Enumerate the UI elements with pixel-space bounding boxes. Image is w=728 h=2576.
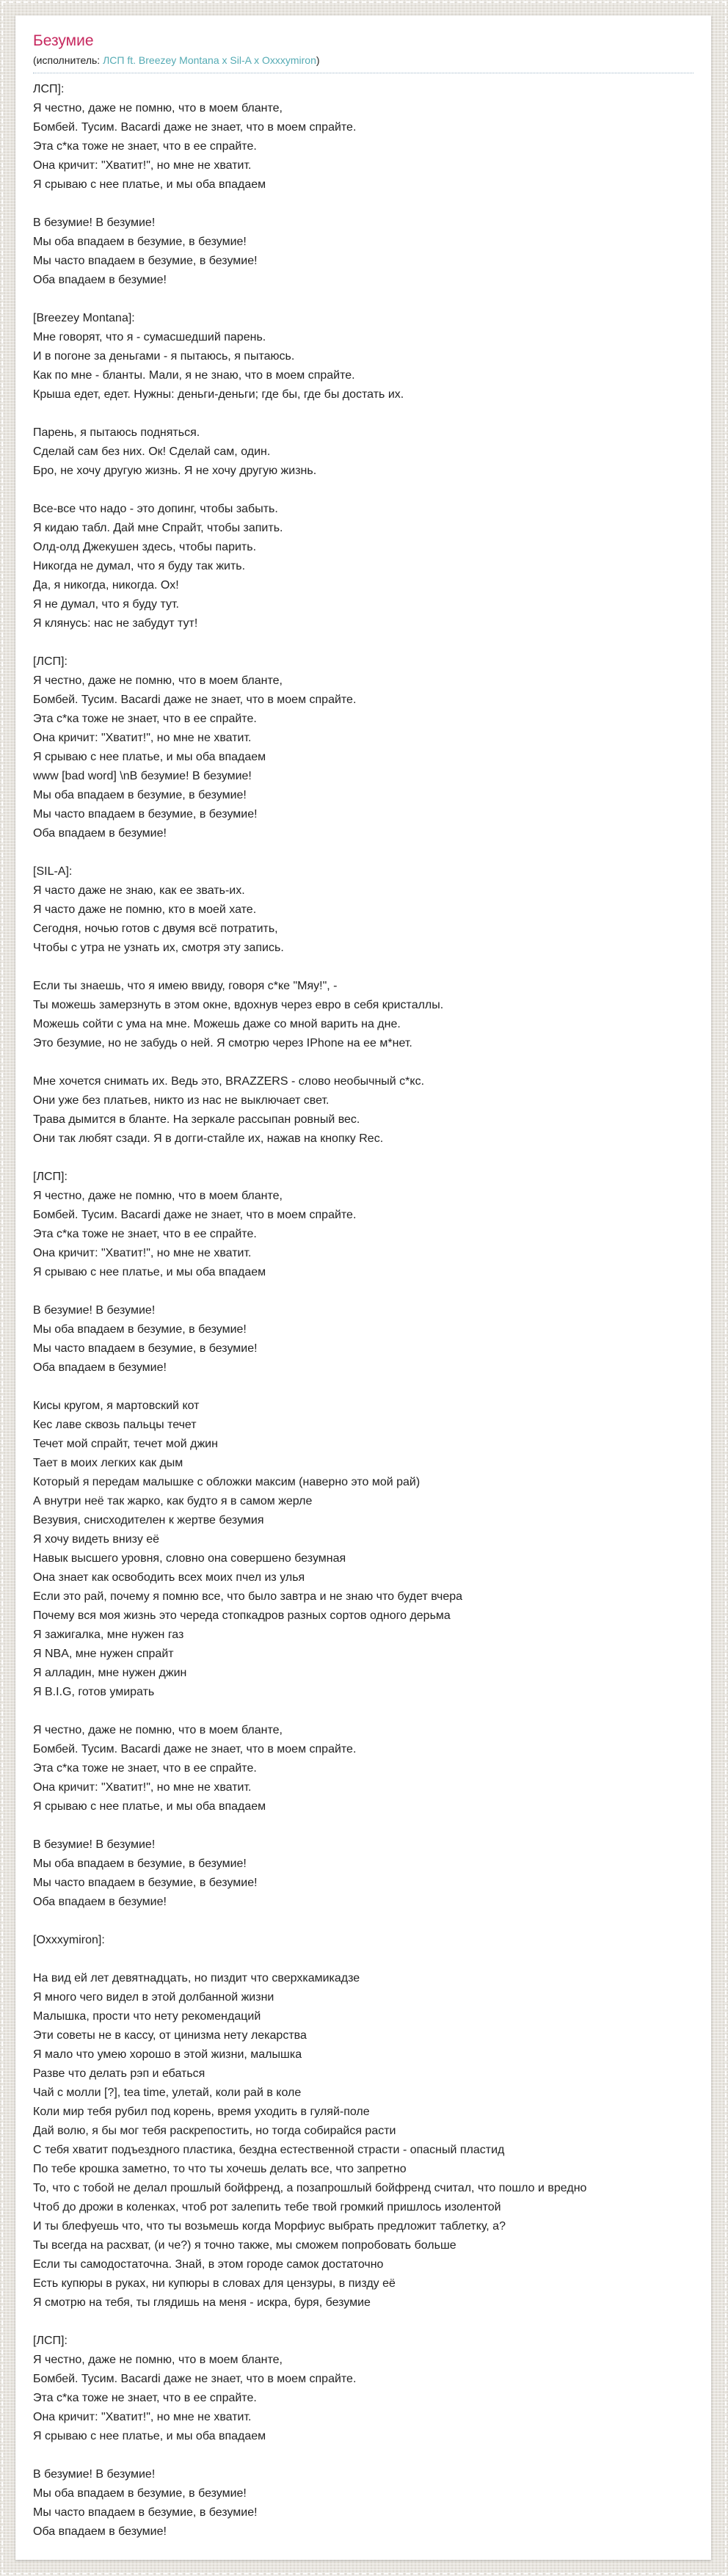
lyric-line: Я срываю с нее платье, и мы оба впадаем	[33, 1800, 266, 1813]
artist-credit	[33, 53, 694, 73]
lyric-line: Навык высшего уровня, словно она совершено безумная	[33, 1552, 346, 1565]
lyric-line: Трава дымится в бланте. На зеркале рассыпан ровный вес.	[33, 1113, 360, 1126]
lyric-line: Мы часто впадаем в безумие, в безумие!	[33, 1342, 258, 1355]
lyric-line: По тебе крошка заметно, то что ты хочешь делать все, что запретно	[33, 2163, 407, 2175]
lyric-line: Я честно, даже не помню, что в моем бланте,	[33, 674, 283, 687]
lyric-line: Да, я никогда, никогда. Ох!	[33, 579, 179, 592]
stanza	[33, 1168, 694, 1282]
lyric-line: [ЛСП]:	[33, 2335, 68, 2347]
lyric-line: Везувия, снисходителен к жертве безумия	[33, 1514, 264, 1527]
lyric-line: Она кричит: "Хватит!", но мне не хватит.	[33, 732, 252, 744]
stanza	[33, 862, 694, 958]
lyric-line: В безумие! В безумие!	[33, 217, 156, 229]
lyric-line: www [bad word] \nВ безумие! В безумие!	[33, 770, 252, 782]
lyric-line: Я B.I.G, готов умирать	[33, 1686, 155, 1698]
lyric-line: Ты всегда на расхват, (и че?) я точно также, мы сможем попробовать больше	[33, 2239, 456, 2252]
lyric-line: Коли мир тебя рубил под корень, время уходить в гуляй-поле	[33, 2106, 370, 2118]
lyric-line: Мы оба впадаем в безумие, в безумие!	[33, 236, 247, 248]
lyric-line: Эти советы не в кассу, от цинизма нету лекарства	[33, 2029, 307, 2042]
lyric-line: [Oxxxymiron]:	[33, 1934, 105, 1946]
lyric-line: Они уже без платьев, никто из нас не выключает свет.	[33, 1094, 330, 1107]
lyric-line: Эта с*ка тоже не знает, что в ее спрайте.	[33, 1762, 257, 1775]
lyric-line: Эта с*ка тоже не знает, что в ее спрайте.	[33, 2392, 257, 2404]
lyric-line: Они так любят сзади. Я в догги-стайле их, нажав на кнопку Rec.	[33, 1132, 384, 1145]
lyric-line: Она кричит: "Хватит!", но мне не хватит.	[33, 1247, 252, 1259]
stanza	[33, 2465, 694, 2542]
lyric-line: Эта с*ка тоже не знает, что в ее спрайте.	[33, 1228, 257, 1240]
lyric-line: Я честно, даже не помню, что в моем бланте,	[33, 1724, 283, 1736]
lyric-line: Я не думал, что я буду тут.	[33, 598, 179, 611]
lyric-line: [Breezey Montana]:	[33, 312, 135, 324]
lyric-line: Я часто даже не помню, кто в моей хате.	[33, 903, 257, 916]
credit-suffix: )	[316, 54, 320, 66]
lyric-line: В безумие! В безумие!	[33, 1838, 156, 1851]
lyric-line: Если ты знаешь, что я имею ввиду, говоря с*ке "Мяу!", -	[33, 980, 338, 992]
lyric-line: [ЛСП]:	[33, 1171, 68, 1183]
lyric-line: Я срываю с нее платье, и мы оба впадаем	[33, 1266, 266, 1278]
lyric-line: Олд-олд Джекушен здесь, чтобы парить.	[33, 541, 257, 553]
lyric-line: Крыша едет, едет. Нужны: деньги-деньги; где бы, где бы достать их.	[33, 388, 404, 401]
lyric-line: Как по мне - бланты. Мали, я не знаю, что в моем спрайте.	[33, 369, 355, 382]
lyric-line: Сделай сам без них. Ок! Сделай сам, один.	[33, 445, 271, 458]
lyric-line: Я срываю с нее платье, и мы оба впадаем	[33, 178, 266, 191]
lyric-line: Чтобы с утра не узнать их, смотря эту запись.	[33, 942, 284, 954]
lyric-line: Я срываю с нее платье, и мы оба впадаем	[33, 751, 266, 763]
lyric-line: Дай волю, я бы мог тебя раскрепостить, но тогда собирайся расти	[33, 2125, 396, 2137]
lyric-line: Я NBA, мне нужен спрайт	[33, 1648, 174, 1660]
lyric-line: Мы оба впадаем в безумие, в безумие!	[33, 789, 247, 801]
lyric-line: В безумие! В безумие!	[33, 1304, 156, 1317]
lyric-line: Чай с молли [?], tea time, улетай, коли рай в коле	[33, 2086, 302, 2099]
lyric-line: Я хочу видеть внизу её	[33, 1533, 160, 1546]
lyric-line: Я алладин, мне нужен джин	[33, 1667, 187, 1679]
lyric-line: Мы часто впадаем в безумие, в безумие!	[33, 1877, 258, 1889]
lyric-line: С тебя хватит подъездного пластика, бездна естественной страсти - опасный пластид	[33, 2144, 505, 2156]
lyric-line: В безумие! В безумие!	[33, 2468, 156, 2481]
lyric-line: Она знает как освободить всех моих пчел из улья	[33, 1571, 305, 1584]
lyric-line: То, что с тобой не делал прошлый бойфренд, а позапрошлый бойфренд считал, что пошло и вредно	[33, 2182, 587, 2194]
artist-link[interactable]: ЛСП ft. Breezey Montana x Sil-A x Oxxxymiron	[103, 54, 316, 66]
lyric-line: Можешь сойти с ума на мне. Можешь даже со мной варить на дне.	[33, 1018, 401, 1030]
lyric-line: Чтоб до дрожи в коленках, чтоб рот залепить тебе твой громкий пришлось изолентой	[33, 2201, 501, 2213]
lyric-line: Малышка, прости что нету рекомендаций	[33, 2010, 261, 2023]
stanza	[33, 500, 694, 633]
lyric-line: Оба впадаем в безумие!	[33, 1896, 167, 1908]
lyric-line: И в погоне за деньгами - я пытаюсь, я пытаюсь.	[33, 350, 295, 363]
lyric-line: Мы часто впадаем в безумие, в безумие!	[33, 255, 258, 267]
stanza	[33, 2332, 694, 2446]
lyric-line: Течет мой спрайт, течет мой джин	[33, 1438, 218, 1450]
lyric-line: На вид ей лет девятнадцать, но пиздит что сверхкамикадзе	[33, 1972, 360, 1984]
lyric-line: [ЛСП]:	[33, 655, 68, 668]
lyric-line: ЛСП]:	[33, 83, 65, 95]
lyric-line: Я много чего видел в этой долбанной жизни	[33, 1991, 274, 2004]
lyric-line: Оба впадаем в безумие!	[33, 274, 167, 286]
lyric-line: Мне говорят, что я - сумасшедший парень.	[33, 331, 266, 343]
lyric-line: Мы оба впадаем в безумие, в безумие!	[33, 1858, 247, 1870]
lyric-line: Никогда не думал, что я буду так жить.	[33, 560, 246, 572]
lyric-line: Бомбей. Тусим. Bacardi даже не знает, что в моем спрайте.	[33, 2373, 357, 2385]
lyric-line: Бомбей. Тусим. Bacardi даже не знает, что в моем спрайте.	[33, 1743, 357, 1755]
lyric-line: Сегодня, ночью готов с двумя всё потратить,	[33, 923, 278, 935]
stanza	[33, 1931, 694, 1950]
page-title: Безумие	[33, 32, 94, 49]
lyric-line: Ты можешь замерзнуть в этом окне, вдохнув через евро в себя кристаллы.	[33, 999, 444, 1011]
lyric-line: А внутри неё так жарко, как будто я в самом жерле	[33, 1495, 313, 1507]
stanza	[33, 1072, 694, 1149]
lyric-line: Который я передам малышке с обложки максим (наверно это мой рай)	[33, 1476, 421, 1488]
stanza	[33, 652, 694, 843]
lyric-line: Почему вся моя жизнь это череда стопкадров разных сортов одного дерьма	[33, 1609, 451, 1622]
lyric-line: Она кричит: "Хватит!", но мне не хватит.	[33, 159, 252, 172]
lyric-line: Это безумие, но не забудь о ней. Я смотрю через IPhone на ее м*нет.	[33, 1037, 412, 1049]
lyric-line: Мы часто впадаем в безумие, в безумие!	[33, 808, 258, 821]
lyric-line: Я честно, даже не помню, что в моем бланте,	[33, 2354, 283, 2366]
lyric-line: И ты блефуешь что, что ты возьмешь когда Морфиус выбрать предложит таблетку, а?	[33, 2220, 506, 2233]
lyric-line: Мы часто впадаем в безумие, в безумие!	[33, 2506, 258, 2519]
lyric-line: Кисы кругом, я мартовский кот	[33, 1400, 200, 1412]
credit-prefix: (исполнитель:	[33, 54, 103, 66]
stanza	[33, 977, 694, 1053]
stanza	[33, 1835, 694, 1912]
lyric-line: Оба впадаем в безумие!	[33, 2525, 167, 2538]
lyric-line: Бро, не хочу другую жизнь. Я не хочу другую жизнь.	[33, 465, 317, 477]
lyrics-card	[15, 15, 711, 2560]
stanza	[33, 1969, 694, 2313]
stanza	[33, 1721, 694, 1816]
lyric-line: Я мало что умею хорошо в этой жизни, малышка	[33, 2048, 302, 2061]
lyric-line: Я часто даже не знаю, как ее звать-их.	[33, 884, 245, 897]
stanza	[33, 1301, 694, 1378]
lyric-line: Я честно, даже не помню, что в моем бланте,	[33, 1190, 283, 1202]
lyric-line: Мне хочется снимать их. Ведь это, BRAZZERS - слово необычный с*кс.	[33, 1075, 425, 1088]
stanza	[33, 214, 694, 290]
lyric-line: Кес лаве сквозь пальцы течет	[33, 1419, 197, 1431]
lyric-line: Парень, я пытаюсь подняться.	[33, 426, 200, 439]
lyric-line: [SIL-A]:	[33, 865, 73, 878]
lyric-line: Бомбей. Тусим. Bacardi даже не знает, что в моем спрайте.	[33, 121, 357, 134]
lyric-line: Я кидаю табл. Дай мне Спрайт, чтобы запить.	[33, 522, 283, 534]
lyric-line: Я смотрю на тебя, ты глядишь на меня - искра, буря, безумие	[33, 2296, 371, 2309]
lyric-line: Мы оба впадаем в безумие, в безумие!	[33, 2487, 247, 2500]
stanza	[33, 1397, 694, 1702]
lyric-line: Я зажигалка, мне нужен газ	[33, 1629, 184, 1641]
lyric-line: Я срываю с нее платье, и мы оба впадаем	[33, 2430, 266, 2442]
lyric-line: Я честно, даже не помню, что в моем бланте,	[33, 102, 283, 114]
lyric-line: Оба впадаем в безумие!	[33, 827, 167, 840]
lyric-line: Все-все что надо - это допинг, чтобы забыть.	[33, 503, 278, 515]
lyric-line: Разве что делать рэп и ебаться	[33, 2067, 205, 2080]
stanza	[33, 423, 694, 481]
lyric-line: Оба впадаем в безумие!	[33, 1361, 167, 1374]
lyric-line: Есть купюры в руках, ни купюры в словах для цензуры, в пизду её	[33, 2277, 396, 2290]
stanza	[33, 80, 694, 194]
lyric-line: Мы оба впадаем в безумие, в безумие!	[33, 1323, 247, 1336]
lyric-line: Она кричит: "Хватит!", но мне не хватит.	[33, 1781, 252, 1794]
lyric-line: Эта с*ка тоже не знает, что в ее спрайте.	[33, 713, 257, 725]
lyric-line: Она кричит: "Хватит!", но мне не хватит.	[33, 2411, 252, 2423]
lyric-line: Если это рай, почему я помню все, что было завтра и не знаю что будет вчера	[33, 1590, 463, 1603]
lyric-line: Если ты самодостаточна. Знай, в этом городе самок достаточно	[33, 2258, 384, 2271]
lyric-line: Бомбей. Тусим. Bacardi даже не знает, что в моем спрайте.	[33, 1209, 357, 1221]
lyric-line: Я клянусь: нас не забудут тут!	[33, 617, 198, 630]
stanza	[33, 309, 694, 404]
lyrics-text	[33, 80, 694, 2542]
lyric-line: Бомбей. Тусим. Bacardi даже не знает, что в моем спрайте.	[33, 694, 357, 706]
lyric-line: Эта с*ка тоже не знает, что в ее спрайте.	[33, 140, 257, 153]
lyric-line: Тает в моих легких как дым	[33, 1457, 183, 1469]
